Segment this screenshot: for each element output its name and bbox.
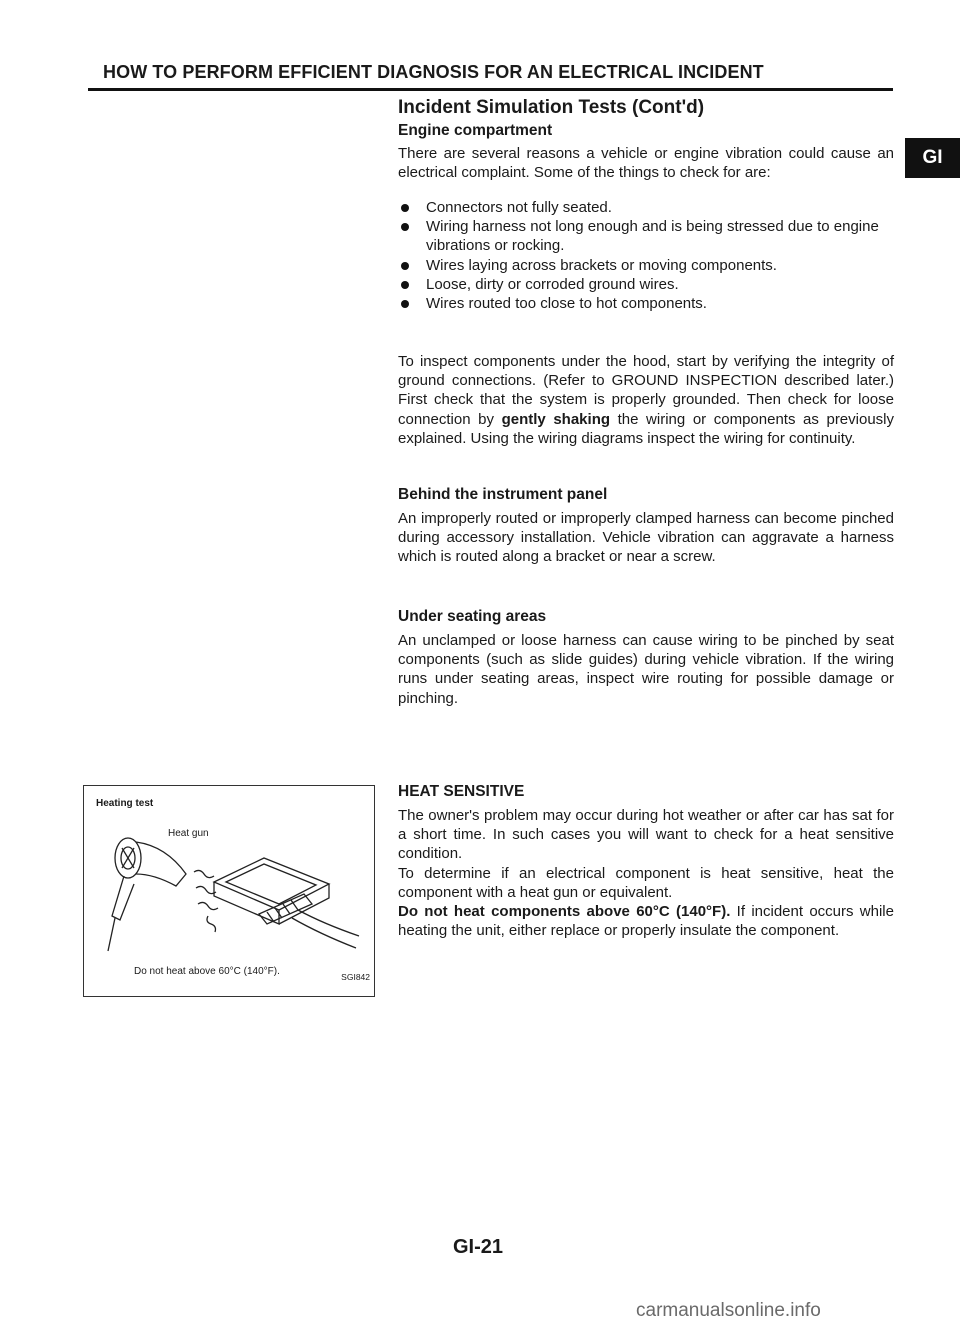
list-item: Wires laying across brackets or moving components. bbox=[398, 256, 894, 275]
figure-code: SGI842 bbox=[341, 972, 370, 982]
bullet-icon bbox=[401, 204, 409, 212]
instrument-panel-block bbox=[398, 486, 894, 567]
seating-text: An unclamped or loose harness can cause wiring to be pinched by seat components (such as slide guides) during vehicle vibration. If the wiring runs under seating areas, inspect wire routing for possible damage or pinching. bbox=[398, 632, 894, 707]
instrument-heading: Behind the instrument panel bbox=[398, 486, 608, 503]
check-list bbox=[398, 198, 894, 313]
heat-gun-illustration bbox=[84, 786, 374, 996]
bullet-icon bbox=[401, 262, 409, 270]
heat-paragraph-2: To determine if an electrical component is heat sensitive, heat the component with a heat gun or equivalent. bbox=[398, 864, 894, 901]
bullet-icon bbox=[401, 281, 409, 289]
bullet-icon bbox=[401, 223, 409, 231]
heat-heading: HEAT SENSITIVE bbox=[398, 783, 525, 800]
heat-paragraph-3: Do not heat components above 60°C (140°F). If incident occurs while heating the unit, either replace or properly insulate the component. bbox=[398, 903, 894, 940]
seating-block bbox=[398, 608, 894, 708]
engine-heading: Engine compartment bbox=[398, 122, 553, 139]
heat-sensitive-block bbox=[398, 783, 894, 940]
engine-bullets-block bbox=[398, 198, 894, 313]
list-item: Wiring harness not long enough and is being stressed due to engine vibrations or rocking. bbox=[398, 217, 894, 255]
seating-heading: Under seating areas bbox=[398, 608, 547, 625]
instrument-text: An improperly routed or improperly clamped harness can become pinched during accessory installation. Vehicle vibration can aggravate a harness which is routed along a bracket or near a screw. bbox=[398, 510, 894, 566]
heat-gun-label: Heat gun bbox=[168, 828, 209, 839]
section-title: Incident Simulation Tests (Cont'd) bbox=[398, 97, 705, 118]
header-rule bbox=[88, 88, 893, 91]
heat-paragraph-1: The owner's problem may occur during hot weather or after car has sat for a short time. In such cases you will want to check for a heat sensitive condition. bbox=[398, 807, 894, 863]
figure-title: Heating test bbox=[96, 798, 154, 809]
list-item: Loose, dirty or corroded ground wires. bbox=[398, 275, 894, 294]
inspect-paragraph: To inspect components under the hood, start by verifying the integrity of ground connections. (Refer to GROUND INSPECTION described later.) First check that the system is properly grounded. Then check for loose connection by gently shaking the wiring or components as previously explained. Using the wiring diagrams inspect the wiring for continuity. bbox=[398, 353, 895, 447]
figure-caption: Do not heat above 60°C (140°F). bbox=[134, 966, 280, 977]
list-item: Connectors not fully seated. bbox=[398, 198, 894, 217]
inspect-block bbox=[398, 352, 894, 448]
section-title-block bbox=[398, 97, 894, 119]
page-header-title: HOW TO PERFORM EFFICIENT DIAGNOSIS FOR AN ELECTRICAL INCIDENT bbox=[103, 62, 764, 82]
engine-compartment-block bbox=[398, 122, 894, 182]
bullet-icon bbox=[401, 300, 409, 308]
watermark-link[interactable]: carmanualsonline.info bbox=[636, 1300, 821, 1321]
section-tab: GI bbox=[905, 138, 960, 178]
engine-intro: There are several reasons a vehicle or engine vibration could cause an electrical complaint. Some of the things to check for are: bbox=[398, 145, 894, 182]
heating-test-figure bbox=[83, 785, 375, 997]
page-number: GI-21 bbox=[453, 1236, 504, 1258]
list-item: Wires routed too close to hot components. bbox=[398, 294, 894, 313]
